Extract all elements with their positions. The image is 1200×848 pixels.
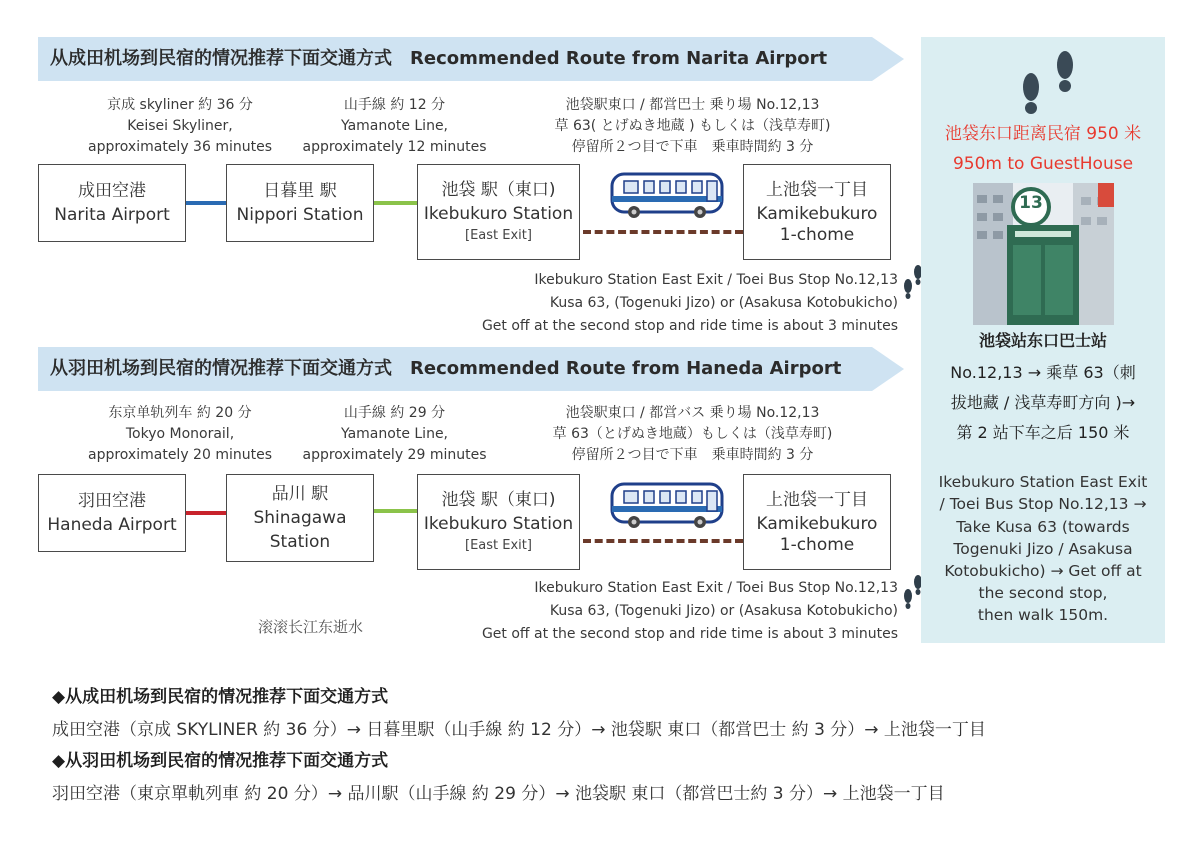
panel-cn-line: 拔地藏 / 浅草寿町方向 )→ bbox=[950, 393, 1136, 412]
note-line: Kusa 63, (Togenuki Jizo) or (Asakusa Kotobukicho) bbox=[549, 295, 898, 311]
haneda-bus-note-jp bbox=[520, 403, 865, 466]
station-name-jp: 池袋 駅（東口) bbox=[441, 490, 556, 510]
stop-name-en: 1-chome bbox=[779, 534, 855, 555]
haneda-bus-dashed-line bbox=[583, 539, 743, 543]
stop-name-en: 1-chome bbox=[779, 224, 855, 245]
panel-en-line: Take Kusa 63 (towards bbox=[956, 518, 1130, 536]
station-exit: [East Exit] bbox=[465, 228, 532, 243]
distance-en: 950m to GuestHouse bbox=[952, 154, 1134, 174]
haneda-bus-note-en bbox=[440, 577, 898, 646]
note-line: 池袋駅東口 / 都営バス 乗り場 No.12,13 bbox=[565, 405, 820, 421]
watermark-text: 滚滚长江东逝水 bbox=[258, 618, 364, 636]
haneda-monorail-note bbox=[70, 403, 290, 466]
haneda-airport-box bbox=[38, 474, 186, 552]
ikebukuro-station-box-haneda bbox=[417, 474, 580, 570]
bus-stop-photo bbox=[973, 183, 1114, 325]
panel-cn-line: 第 2 站下车之后 150 米 bbox=[956, 423, 1130, 442]
haneda-yamanote-note bbox=[292, 403, 497, 466]
panel-en-line: Ikebukuro Station East Exit bbox=[938, 473, 1148, 491]
note-line: Ikebukuro Station East Exit / Toei Bus Stop No.12,13 bbox=[534, 272, 898, 288]
narita-skyliner-line bbox=[186, 201, 226, 205]
note-line: Get off at the second stop and ride time is about 3 minutes bbox=[481, 318, 898, 334]
note-line: approximately 12 minutes bbox=[302, 139, 487, 155]
haneda-summary-route: 羽田空港（東京單軌列車 約 20 分）→ 品川駅（山手線 約 29 分）→ 池袋駅 東口（都営巴士約 3 分）→ 上池袋一丁目 bbox=[52, 784, 945, 804]
station-name-en: Ikebukuro Station bbox=[423, 204, 574, 224]
station-name-jp: 成田空港 bbox=[78, 181, 146, 201]
note-line: 草 63（とげぬき地蔵）もしくは（浅草寿町) bbox=[552, 426, 833, 442]
note-line: 山手線 約 29 分 bbox=[343, 405, 446, 421]
bus-icon bbox=[610, 482, 726, 530]
station-name-en: Ikebukuro Station bbox=[423, 514, 574, 534]
narita-yamanote-line bbox=[374, 201, 417, 205]
haneda-monorail-line bbox=[186, 511, 226, 515]
note-line: 草 63( とげぬき地蔵 ) もしくは（浅草寿町) bbox=[554, 118, 831, 134]
station-name-en: Haneda Airport bbox=[47, 515, 177, 535]
note-line: 停留所２つ目で下車 乗車時間約 3 分 bbox=[571, 447, 814, 463]
narita-airport-box bbox=[38, 164, 186, 242]
ikebukuro-station-box-narita bbox=[417, 164, 580, 260]
haneda-banner-en: Recommended Route from Haneda Airport bbox=[410, 358, 842, 379]
note-line: approximately 20 minutes bbox=[88, 447, 272, 463]
nippori-station-box bbox=[226, 164, 374, 242]
narita-route-banner bbox=[38, 37, 904, 81]
distance-cn: 池袋东口距离民宿 950 米 bbox=[944, 124, 1142, 144]
footprints-icon bbox=[1013, 47, 1083, 127]
note-line: Ikebukuro Station East Exit / Toei Bus Stop No.12,13 bbox=[534, 580, 898, 596]
haneda-route-banner bbox=[38, 347, 904, 391]
panel-en-line: Kotobukicho) → Get off at bbox=[944, 562, 1142, 580]
narita-bus-dashed-line bbox=[583, 230, 743, 234]
station-name-en: Nippori Station bbox=[236, 205, 364, 225]
narita-skyliner-note bbox=[70, 95, 290, 158]
panel-cn-line: No.12,13 → 乘草 63（刺 bbox=[950, 363, 1136, 382]
note-line: Keisei Skyliner, bbox=[127, 118, 233, 134]
narita-summary-heading: ◆从成田机场到民宿的情况推荐下面交通方式 bbox=[52, 687, 389, 707]
note-line: Yamanote Line, bbox=[340, 426, 449, 442]
narita-bus-note-jp bbox=[520, 95, 865, 158]
kamikebukuro-box-haneda bbox=[743, 474, 891, 570]
guesthouse-info-panel bbox=[921, 37, 1165, 643]
bus-icon bbox=[610, 172, 726, 220]
note-line: Get off at the second stop and ride time is about 3 minutes bbox=[481, 626, 898, 642]
note-line: Tokyo Monorail, bbox=[125, 426, 235, 442]
narita-yamanote-note bbox=[292, 95, 497, 158]
station-name-jp: 羽田空港 bbox=[78, 491, 146, 511]
stop-name-jp: 上池袋一丁目 bbox=[766, 489, 868, 510]
panel-en-line: / Toei Bus Stop No.12,13 → bbox=[939, 495, 1147, 513]
note-line: 京成 skyliner 約 36 分 bbox=[107, 97, 253, 113]
stop-name-en: Kamikebukuro bbox=[756, 203, 878, 224]
haneda-banner-cn: 从羽田机场到民宿的情况推荐下面交通方式 bbox=[50, 358, 392, 379]
narita-banner-cn: 从成田机场到民宿的情况推荐下面交通方式 bbox=[50, 48, 392, 69]
shinagawa-station-box bbox=[226, 474, 374, 562]
stop-name-jp: 上池袋一丁目 bbox=[766, 179, 868, 200]
station-name-jp: 日暮里 駅 bbox=[263, 181, 337, 201]
station-name-en: Narita Airport bbox=[54, 205, 170, 225]
panel-en-line: Togenuki Jizo / Asakusa bbox=[953, 540, 1133, 558]
note-line: approximately 36 minutes bbox=[88, 139, 272, 155]
kamikebukuro-box-narita bbox=[743, 164, 891, 260]
panel-en-line: then walk 150m. bbox=[977, 606, 1109, 624]
note-line: 停留所２つ目で下車 乗車時間約 3 分 bbox=[571, 139, 814, 155]
haneda-yamanote-line bbox=[374, 509, 417, 513]
note-line: Kusa 63, (Togenuki Jizo) or (Asakusa Kotobukicho) bbox=[549, 603, 898, 619]
station-name-jp: 池袋 駅（東口) bbox=[441, 180, 556, 200]
haneda-summary-heading: ◆从羽田机场到民宿的情况推荐下面交通方式 bbox=[52, 751, 389, 771]
narita-summary-route: 成田空港（京成 SKYLINER 約 36 分）→ 日暮里駅（山手線 約 12 分）→ 池袋駅 東口（都営巴士 約 3 分）→ 上池袋一丁目 bbox=[52, 720, 986, 740]
note-line: approximately 29 minutes bbox=[302, 447, 487, 463]
note-line: 东京单轨列车 約 20 分 bbox=[108, 405, 252, 421]
note-line: 池袋駅東口 / 都営巴士 乗り場 No.12,13 bbox=[565, 97, 820, 113]
narita-bus-note-en bbox=[440, 269, 898, 338]
note-line: Yamanote Line, bbox=[340, 118, 449, 134]
note-line: 山手線 約 12 分 bbox=[343, 97, 446, 113]
bus-stop-title: 池袋站东口巴士站 bbox=[978, 331, 1107, 350]
station-name-en: Shinagawa bbox=[253, 508, 347, 528]
stop-name-en: Kamikebukuro bbox=[756, 513, 878, 534]
station-name-en: Station bbox=[269, 532, 331, 552]
station-name-jp: 品川 駅 bbox=[271, 484, 329, 504]
station-exit: [East Exit] bbox=[465, 538, 532, 553]
bus-stop-sign-number: 13 bbox=[1019, 193, 1043, 213]
narita-banner-en: Recommended Route from Narita Airport bbox=[410, 48, 828, 69]
panel-en-line: the second stop, bbox=[978, 584, 1108, 602]
